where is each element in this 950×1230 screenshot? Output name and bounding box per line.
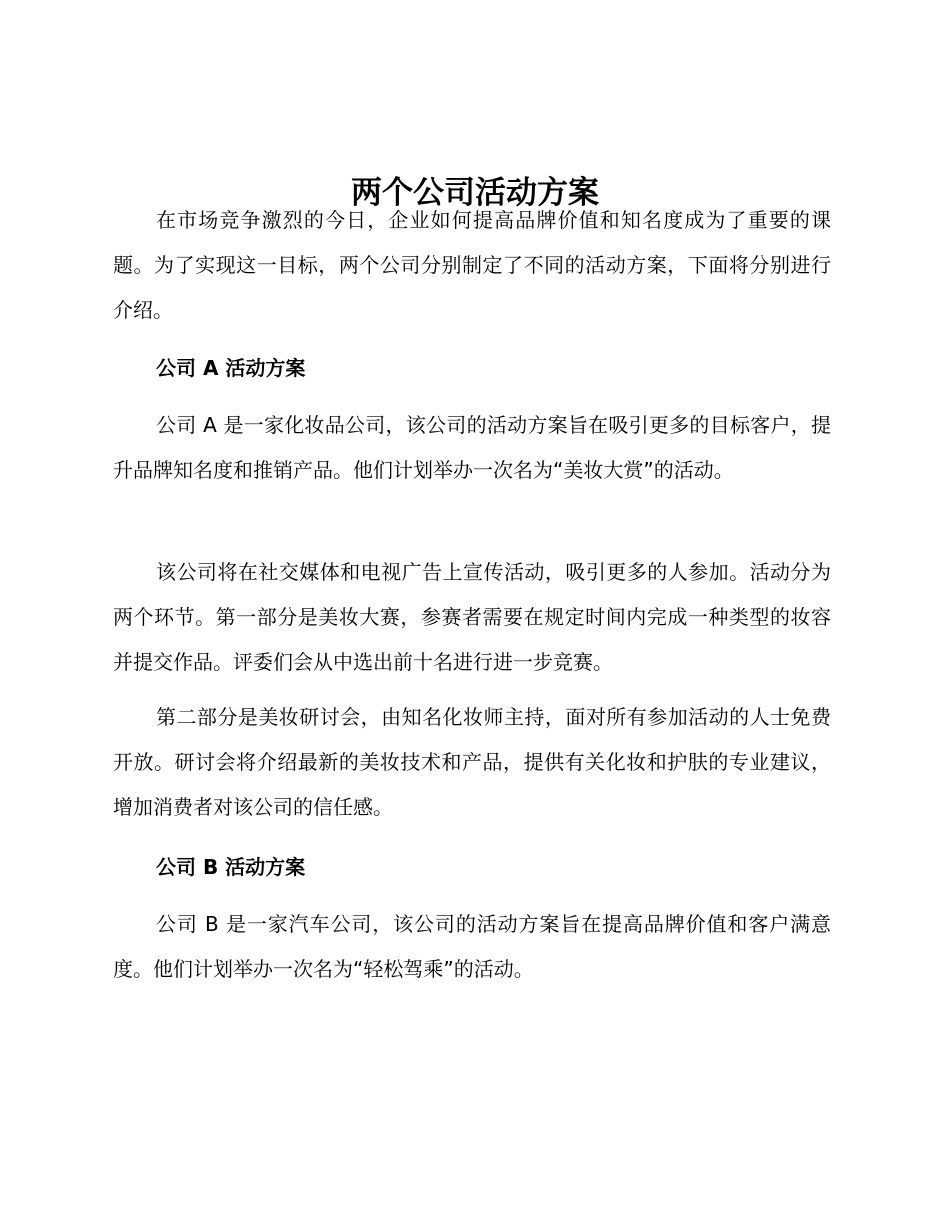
company-a-paragraph-3: 第二部分是美妆研讨会，由知名化妆师主持，面对所有参加活动的人士免费开放。研讨会将介绍最新的美妆技术和产品，提供有关化妆和护肤的专业建议，增加消费者对该公司的信任感。 <box>113 705 831 819</box>
company-a-heading: 公司 A 活动方案 <box>156 356 306 380</box>
intro-paragraph: 在市场竞争激烈的今日，企业如何提高品牌价值和知名度成为了重要的课题。为了实现这一目标，两个公司分别制定了不同的活动方案，下面将分别进行介绍。 <box>113 208 831 322</box>
company-b-heading: 公司 B 活动方案 <box>156 855 306 879</box>
document-title: 两个公司活动方案 <box>351 174 599 211</box>
company-a-paragraph-2: 该公司将在社交媒体和电视广告上宣传活动，吸引更多的人参加。活动分为两个环节。第一部分是美妆大赛，参赛者需要在规定时间内完成一种类型的妆容并提交作品。评委们会从中选出前十名进行进一步竞赛。 <box>113 560 831 674</box>
company-b-paragraph-1: 公司 B 是一家汽车公司，该公司的活动方案旨在提高品牌价值和客户满意度。他们计划举办一次名为“轻松驾乘”的活动。 <box>113 912 831 981</box>
company-a-paragraph-1: 公司 A 是一家化妆品公司，该公司的活动方案旨在吸引更多的目标客户，提升品牌知名度和推销产品。他们计划举办一次名为“美妆大赏”的活动。 <box>113 413 831 482</box>
